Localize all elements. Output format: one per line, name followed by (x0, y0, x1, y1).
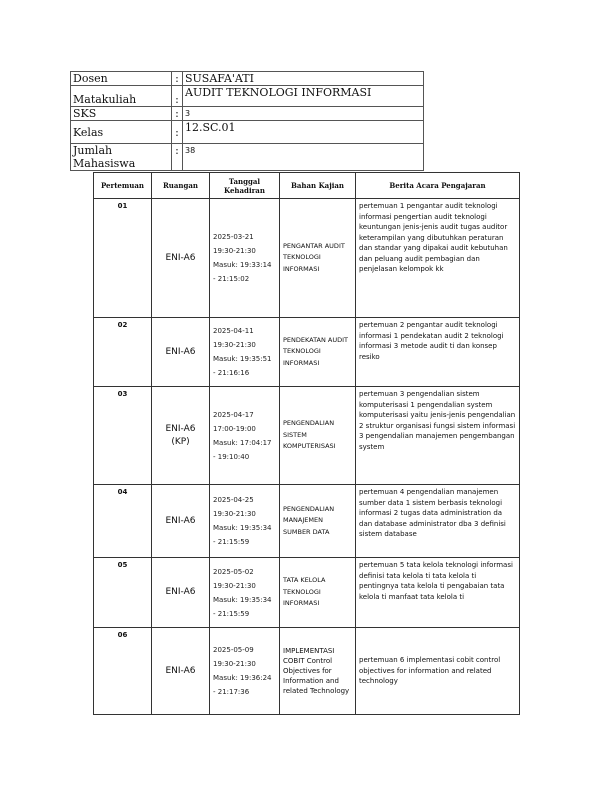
row-room: ENI-A6 (152, 558, 210, 628)
row-bahan: PENGANTAR AUDIT TEKNOLOGI INFORMASI (280, 199, 356, 318)
kelas-value: 12.SC.01 (183, 121, 424, 144)
row-berita: pertemuan 6 implementasi cobit control objectives for information and related technology (356, 628, 520, 715)
jumlah-value: 38 (183, 144, 424, 171)
info-row-kelas (71, 121, 424, 144)
info-row-jumlah (71, 144, 424, 171)
sks-value: 3 (183, 107, 424, 121)
row-date: 2025-04-25 19:30-21:30 Masuk: 19:35:34 - 21:15:59 (210, 485, 280, 558)
row-bahan: IMPLEMENTASI COBIT Control Objectives for Information and related Technology (280, 628, 356, 715)
table-row (94, 558, 520, 628)
row-number: 04 (94, 485, 152, 558)
header-berita: Berita Acara Pengajaran (356, 173, 520, 199)
table-header-row (94, 173, 520, 199)
row-berita: pertemuan 5 tata kelola teknologi informasi definisi tata kelola ti tata kelola ti pentingnya tata kelola ti pengabaian tata kelola ti manfaat tata kelola ti (356, 558, 520, 628)
row-room: ENI-A6 (152, 318, 210, 387)
table-row (94, 387, 520, 485)
separator: : (172, 86, 183, 107)
row-number: 01 (94, 199, 152, 318)
attendance-table (93, 172, 520, 715)
header-ruangan: Ruangan (152, 173, 210, 199)
header-pertemuan: Pertemuan (94, 173, 152, 199)
info-row-dosen (71, 72, 424, 86)
row-number: 06 (94, 628, 152, 715)
jumlah-label: Jumlah Mahasiswa (71, 144, 172, 171)
row-berita: pertemuan 4 pengendalian manajemen sumber data 1 sistem berbasis teknologi informasi 2 tugas data administration da dan database administrator dba 3 definisi sistem database (356, 485, 520, 558)
row-berita: pertemuan 2 pengantar audit teknologi informasi 1 pendekatan audit 2 teknologi informasi 3 metode audit ti dan konsep resiko (356, 318, 520, 387)
separator: : (172, 121, 183, 144)
row-bahan: PENGENDALIAN MANAJEMEN SUMBER DATA (280, 485, 356, 558)
row-date: 2025-05-02 19:30-21:30 Masuk: 19:35:34 - 21:15:59 (210, 558, 280, 628)
row-bahan: TATA KELOLA TEKNOLOGI INFORMASI (280, 558, 356, 628)
row-room: ENI-A6 (KP) (152, 387, 210, 485)
dosen-value: SUSAFA'ATI (183, 72, 424, 86)
row-bahan: PENGENDALIAN SISTEM KOMPUTERISASI (280, 387, 356, 485)
table-row (94, 485, 520, 558)
row-date: 2025-04-11 19:30-21:30 Masuk: 19:35:51 - 21:16:16 (210, 318, 280, 387)
dosen-label: Dosen (71, 72, 172, 86)
header-tanggal: Tanggal Kehadiran (210, 173, 280, 199)
row-room: ENI-A6 (152, 485, 210, 558)
table-row (94, 318, 520, 387)
table-row (94, 628, 520, 715)
separator: : (172, 72, 183, 86)
row-bahan: PENDEKATAN AUDIT TEKNOLOGI INFORMASI (280, 318, 356, 387)
separator: : (172, 107, 183, 121)
matakuliah-value: AUDIT TEKNOLOGI INFORMASI (183, 86, 424, 107)
row-number: 02 (94, 318, 152, 387)
row-number: 05 (94, 558, 152, 628)
course-info-table (70, 71, 424, 171)
row-date: 2025-03-21 19:30-21:30 Masuk: 19:33:14 - 21:15:02 (210, 199, 280, 318)
kelas-label: Kelas (71, 121, 172, 144)
row-date: 2025-05-09 19:30-21:30 Masuk: 19:36:24 - 21:17:36 (210, 628, 280, 715)
separator: : (172, 144, 183, 171)
row-berita: pertemuan 3 pengendalian sistem komputerisasi 1 pengendalian system komputerisasi yaitu jenis-jenis pengendalian 2 struktur organisasi fungsi sistem informasi 3 pengendalian manajemen pengembangan system (356, 387, 520, 485)
row-date: 2025-04-17 17:00-19:00 Masuk: 17:04:17 - 19:10:40 (210, 387, 280, 485)
sks-label: SKS (71, 107, 172, 121)
matakuliah-label: Matakuliah (71, 86, 172, 107)
table-row (94, 199, 520, 318)
row-room: ENI-A6 (152, 199, 210, 318)
row-room: ENI-A6 (152, 628, 210, 715)
row-berita: pertemuan 1 pengantar audit teknologi informasi pengertian audit teknologi keuntungan jenis-jenis audit tugas auditor keterampilan yang dibutuhkan peraturan dan standar yang dipakai audit kebutuhan dan peluang audit pembagian dan penjelasan kelompok kk (356, 199, 520, 318)
info-row-matakuliah (71, 86, 424, 107)
row-number: 03 (94, 387, 152, 485)
header-bahan: Bahan Kajian (280, 173, 356, 199)
info-row-sks (71, 107, 424, 121)
